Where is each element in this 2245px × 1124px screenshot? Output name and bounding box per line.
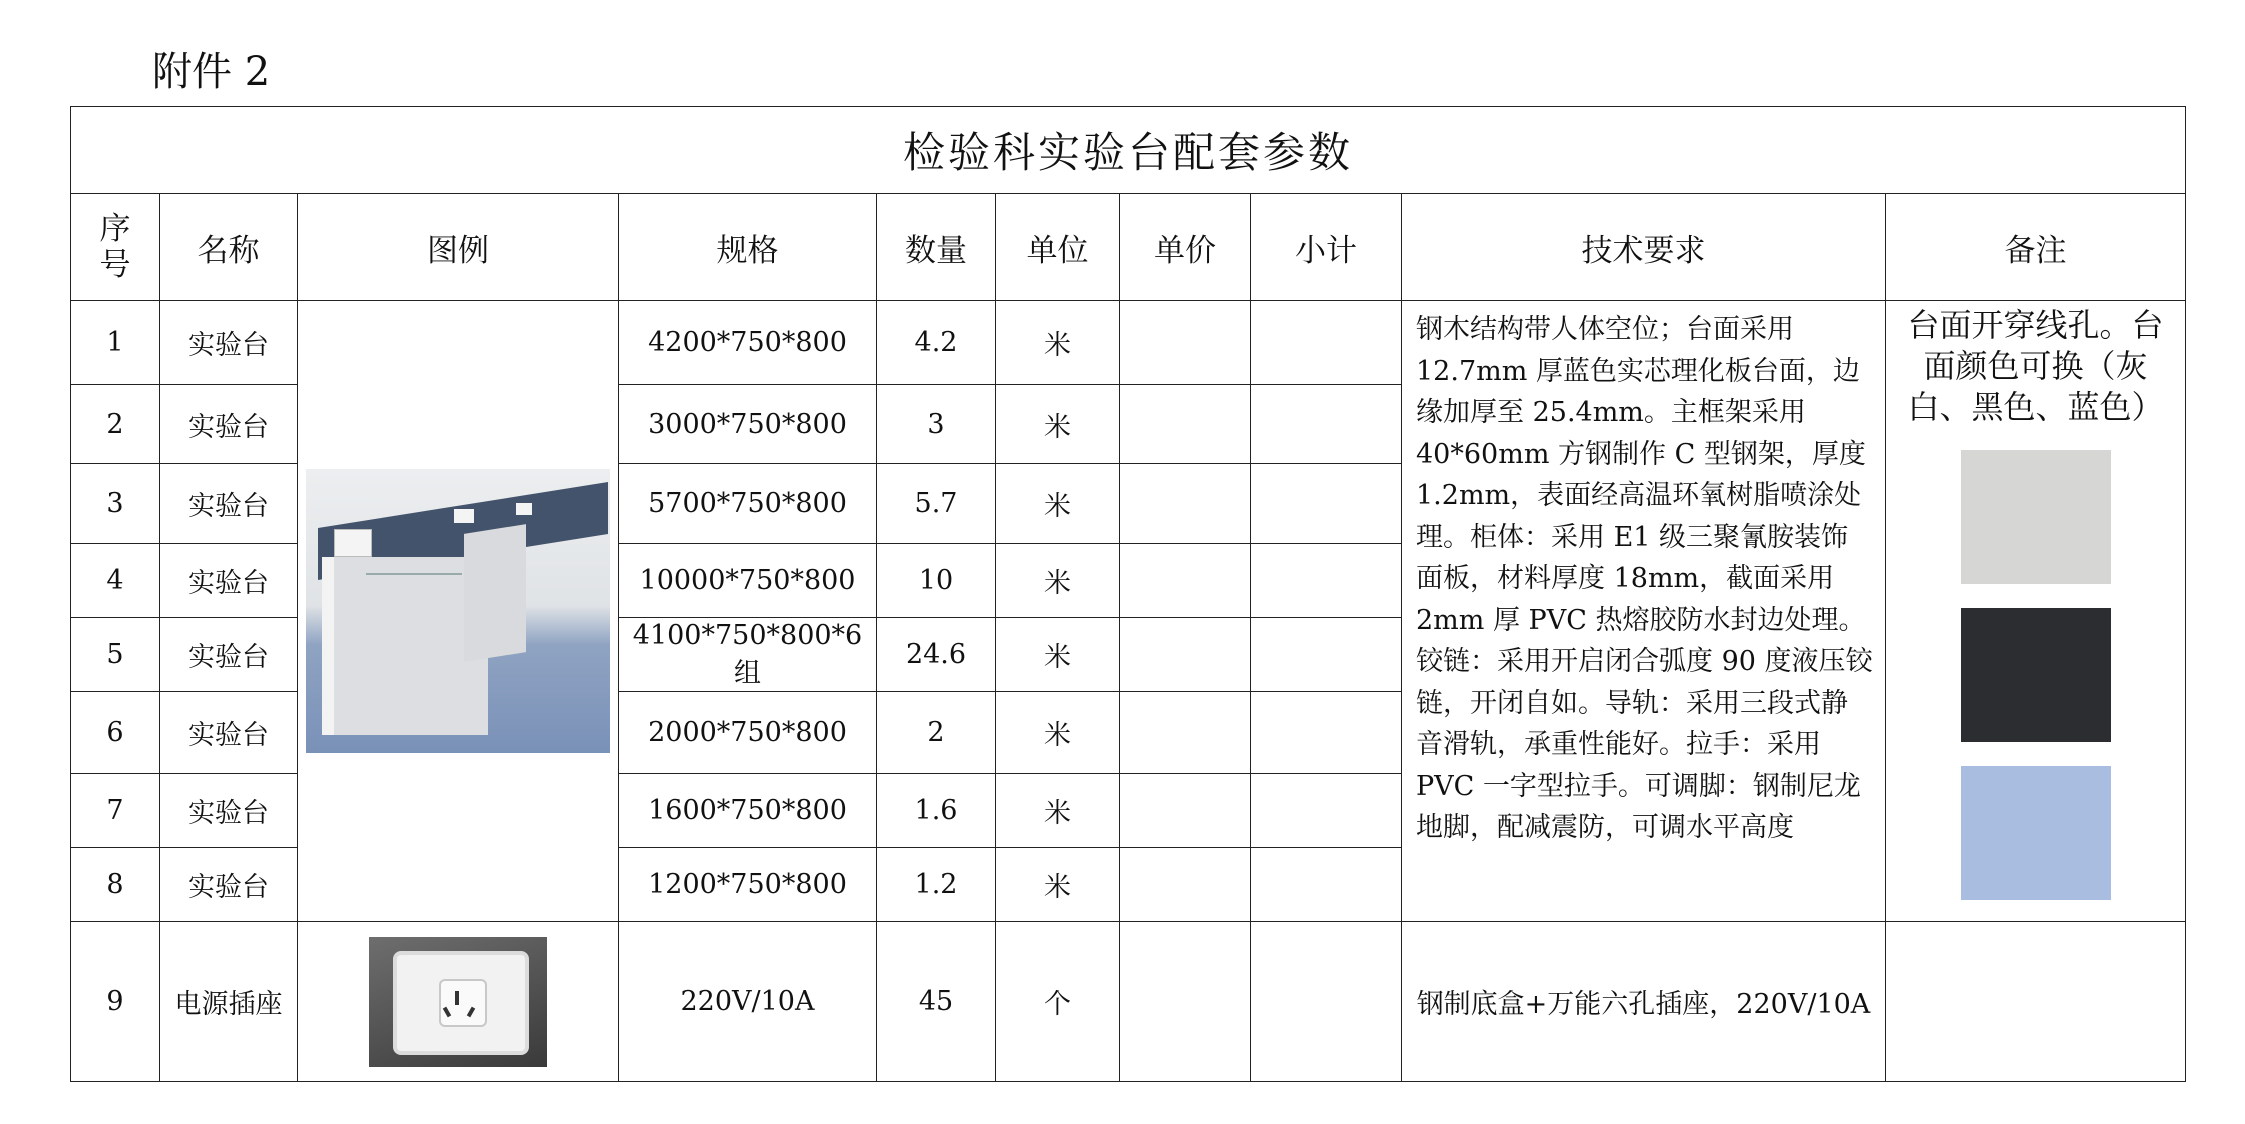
color-swatch-blue (1961, 766, 2111, 900)
header-seq: 序号 (71, 194, 160, 301)
header-tech: 技术要求 (1402, 194, 1886, 301)
row-subtotal (1251, 848, 1402, 922)
row-spec: 4200*750*800 (619, 301, 877, 385)
row-subtotal (1251, 301, 1402, 385)
row-unit: 米 (996, 692, 1120, 774)
row-unit-price (1120, 544, 1251, 618)
row-qty: 2 (877, 692, 996, 774)
spec-table (70, 106, 2186, 1082)
row-subtotal (1251, 618, 1402, 692)
row-qty: 4.2 (877, 301, 996, 385)
row-unit: 米 (996, 618, 1120, 692)
row-unit-price (1120, 301, 1251, 385)
header-unit: 单位 (996, 194, 1120, 301)
power-socket-photo (369, 937, 547, 1067)
row-qty: 10 (877, 544, 996, 618)
header-qty: 数量 (877, 194, 996, 301)
bench-note-cell (1886, 301, 2186, 922)
row-subtotal (1251, 922, 1402, 1082)
row-subtotal (1251, 544, 1402, 618)
row-unit: 米 (996, 774, 1120, 848)
row-name: 实验台 (160, 692, 298, 774)
row-subtotal (1251, 385, 1402, 464)
header-unit-price: 单价 (1120, 194, 1251, 301)
row-name: 实验台 (160, 618, 298, 692)
row-unit: 米 (996, 464, 1120, 544)
row-spec: 5700*750*800 (619, 464, 877, 544)
socket-photo-cell (298, 922, 619, 1082)
row-name: 实验台 (160, 848, 298, 922)
row-seq: 4 (71, 544, 160, 618)
row-unit-price (1120, 774, 1251, 848)
row-unit: 米 (996, 385, 1120, 464)
row-subtotal (1251, 774, 1402, 848)
row-unit: 米 (996, 848, 1120, 922)
row-spec: 220V/10A (619, 922, 877, 1082)
row-unit: 个 (996, 922, 1120, 1082)
row-spec: 1600*750*800 (619, 774, 877, 848)
row-name: 实验台 (160, 464, 298, 544)
row-unit: 米 (996, 301, 1120, 385)
lab-bench-photo (306, 469, 610, 753)
row-spec: 10000*750*800 (619, 544, 877, 618)
bench-tech-requirements: 钢木结构带人体空位；台面采用 12.7mm 厚蓝色实芯理化板台面，边缘加厚至 25.4mm。主框架采用 40*60mm 方钢制作 C 型钢架，厚度 1.2mm，表面经高温环氧树脂喷涂处理。柜体：采用 E1 级三聚氰胺装饰面板，材料厚度 18mm，截面采用 2mm 厚 PVC 热熔胶防水封边处理。铰链：采用开启闭合弧度 90 度液压铰链，开闭自如。导轨：采用三段式静音滑轨，承重性能好。拉手：采用 PVC 一字型拉手。可调脚：钢制尼龙地脚，配减震防，可调水平高度 (1402, 301, 1886, 922)
row-name: 实验台 (160, 301, 298, 385)
socket-note (1886, 922, 2186, 1082)
header-figure: 图例 (298, 194, 619, 301)
row-seq: 3 (71, 464, 160, 544)
row-name: 实验台 (160, 544, 298, 618)
row-name: 实验台 (160, 385, 298, 464)
row-qty: 24.6 (877, 618, 996, 692)
table-row (71, 922, 2186, 1082)
row-unit-price (1120, 385, 1251, 464)
table-row (71, 301, 2186, 385)
row-name: 实验台 (160, 774, 298, 848)
color-swatch-black (1961, 608, 2111, 742)
row-seq: 7 (71, 774, 160, 848)
row-spec: 2000*750*800 (619, 692, 877, 774)
row-seq: 6 (71, 692, 160, 774)
row-subtotal (1251, 692, 1402, 774)
row-seq: 5 (71, 618, 160, 692)
socket-tech-requirements: 钢制底盒+万能六孔插座，220V/10A (1402, 922, 1886, 1082)
row-unit-price (1120, 464, 1251, 544)
attachment-label: 附件 2 (152, 49, 271, 95)
row-spec: 1200*750*800 (619, 848, 877, 922)
table-title: 检验科实验台配套参数 (71, 107, 2186, 194)
header-spec: 规格 (619, 194, 877, 301)
row-qty: 5.7 (877, 464, 996, 544)
row-spec: 4100*750*800*6 组 (619, 618, 877, 692)
row-seq: 9 (71, 922, 160, 1082)
header-name: 名称 (160, 194, 298, 301)
row-qty: 1.6 (877, 774, 996, 848)
header-subtotal: 小计 (1251, 194, 1402, 301)
row-seq: 8 (71, 848, 160, 922)
row-subtotal (1251, 464, 1402, 544)
bench-note-text: 台面开穿线孔。台面颜色可换（灰白、黑色、蓝色） (1907, 306, 2164, 426)
color-swatch-grey-white (1961, 450, 2111, 584)
row-unit-price (1120, 692, 1251, 774)
row-name: 电源插座 (160, 922, 298, 1082)
row-seq: 2 (71, 385, 160, 464)
row-qty: 3 (877, 385, 996, 464)
row-qty: 45 (877, 922, 996, 1082)
row-spec: 3000*750*800 (619, 385, 877, 464)
row-unit-price (1120, 848, 1251, 922)
row-unit: 米 (996, 544, 1120, 618)
row-unit-price (1120, 922, 1251, 1082)
row-seq: 1 (71, 301, 160, 385)
bench-photo-cell (298, 301, 619, 922)
row-qty: 1.2 (877, 848, 996, 922)
row-unit-price (1120, 618, 1251, 692)
header-note: 备注 (1886, 194, 2186, 301)
header-row (71, 194, 2186, 301)
